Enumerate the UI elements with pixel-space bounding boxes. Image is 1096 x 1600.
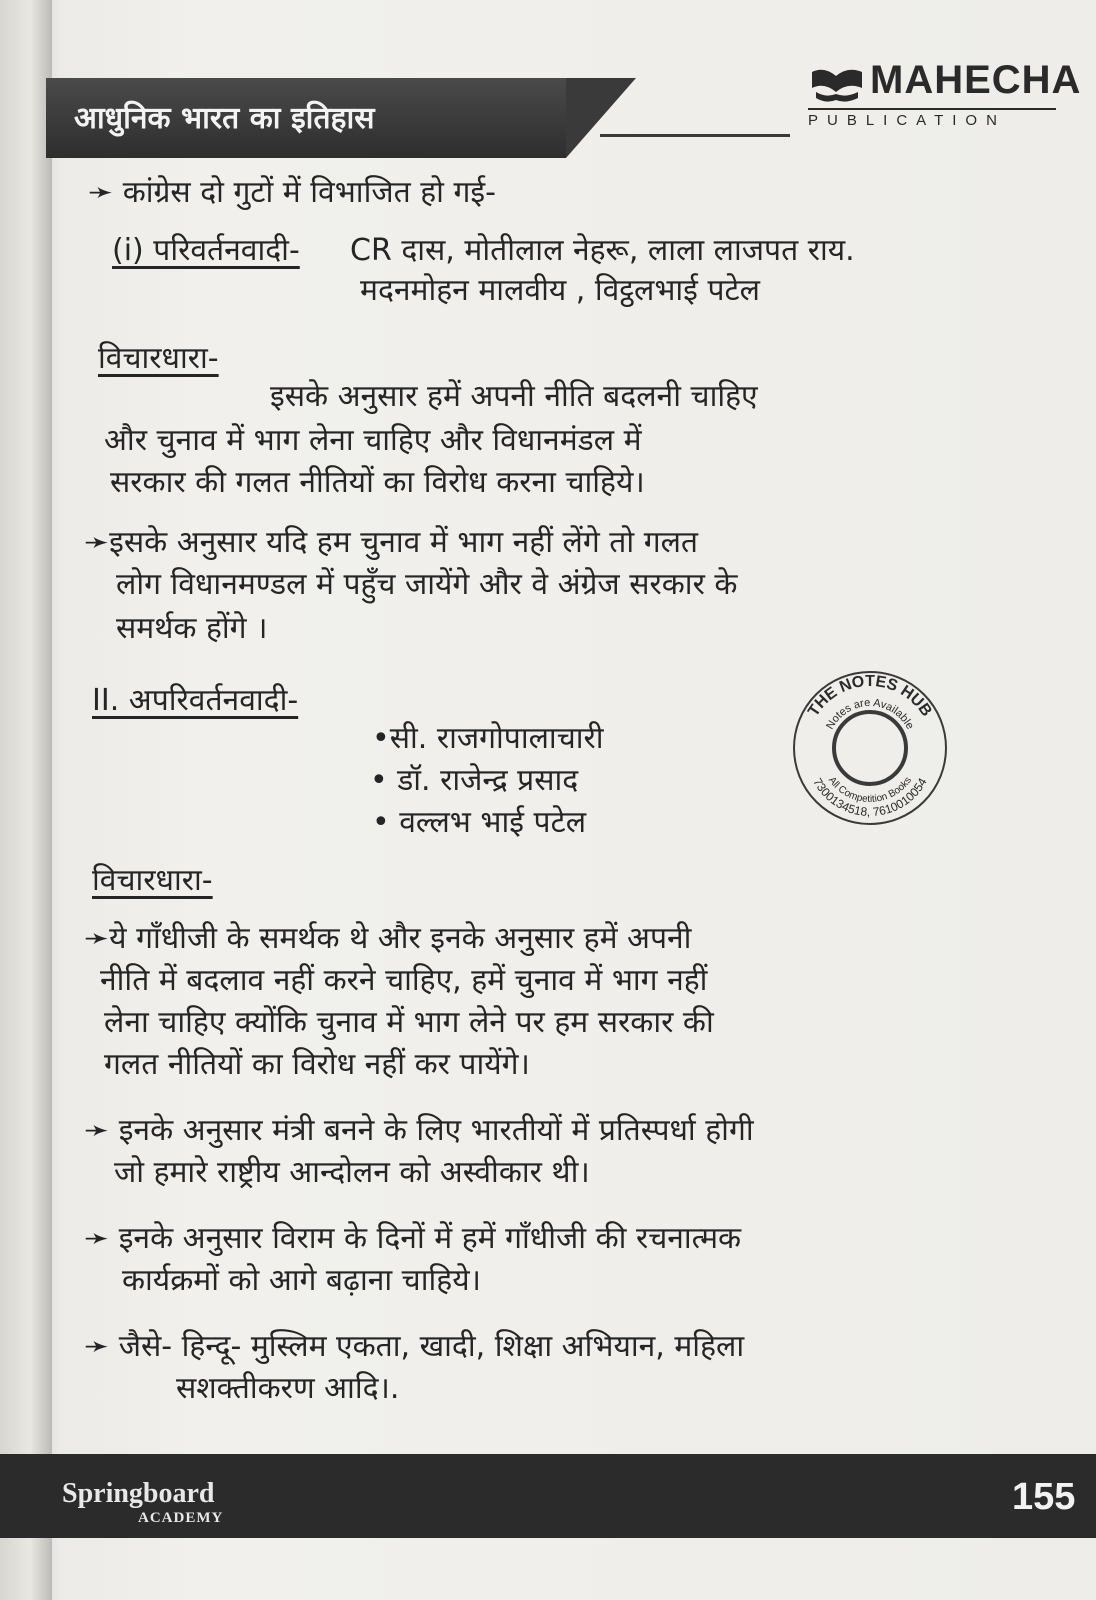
group2-label: II. अपरिवर्तनवादी- (92, 683, 299, 718)
group2-member: •सी. राजगोपालाचारी (372, 721, 604, 756)
publisher-sub: PUBLICATION (808, 112, 1006, 129)
point2-line: गलत नीतियों का विरोध नहीं कर पायेंगे। (104, 1047, 530, 1082)
point2-line: सशक्तीकरण आदि।. (176, 1371, 400, 1406)
point2-line: ➛ जैसे- हिन्दू- मुस्लिम एकता, खादी, शिक्षा अभियान, महिला (84, 1329, 745, 1364)
logo-rule (808, 108, 1056, 110)
ideology1-line: इसके अनुसार हमें अपनी नीति बदलनी चाहिए (270, 379, 758, 414)
point2-line: नीति में बदलाव नहीं करने चाहिए, हमें चुनाव में भाग नहीं (100, 963, 708, 998)
point1-line: ➛इसके अनुसार यदि हम चुनाव में भाग नहीं लेंगे तो गलत (84, 525, 699, 560)
ideology1-line: सरकार की गलत नीतियों का विरोध करना चाहिये। (110, 465, 645, 500)
notes-hub-stamp (790, 668, 950, 828)
point2-line: ➛ इनके अनुसार मंत्री बनने के लिए भारतीयों में प्रतिस्पर्धा होगी (84, 1113, 754, 1148)
page-number: 155 (1012, 1476, 1076, 1518)
stamp-inner-text: Notes are Available (824, 696, 916, 732)
group2-member: • वल्लभ भाई पटेल (372, 805, 587, 840)
point1-line: लोग विधानमण्डल में पहुँच जायेंगे और वे अंग्रेज सरकार के (116, 567, 738, 602)
point2-line: ➛ये गाँधीजी के समर्थक थे और इनके अनुसार हमें अपनी (84, 921, 692, 956)
footer-brand: Springboard (62, 1478, 215, 1509)
stamp-phone: 7300134518, 7610010054 (810, 775, 930, 820)
footer-brand-sub: ACADEMY (138, 1510, 224, 1526)
ideology1-heading: विचारधारा- (98, 341, 219, 376)
stamp-top-text: THE NOTES HUB (805, 673, 935, 720)
point1-line: समर्थक होंगे । (116, 611, 268, 646)
point2-line: लेना चाहिए क्योंकि चुनाव में भाग लेने पर हम सरकार की (104, 1005, 714, 1040)
group1-members-line2: मदनमोहन मालवीय , विट्ठलभाई पटेल (360, 273, 760, 308)
book-hands-icon (808, 58, 866, 108)
ideology1-line: और चुनाव में भाग लेना चाहिए और विधानमंडल में (104, 423, 642, 458)
point2-line: कार्यक्रमों को आगे बढ़ाना चाहिये। (122, 1263, 481, 1298)
stamp-bottom-text: All Competition Books (825, 774, 915, 806)
page-title: आधुनिक भारत का इतिहास (74, 101, 375, 136)
group1-members-line1: CR दास, मोतीलाल नेहरू, लाला लाजपत राय. (350, 233, 855, 268)
svg-text:Notes are Available (824, 697, 916, 732)
ideology2-heading: विचारधारा- (92, 863, 213, 898)
point2-line: ➛ इनके अनुसार विराम के दिनों में हमें गाँधीजी की रचनात्मक (84, 1221, 742, 1256)
publisher-name: MAHECHA (870, 58, 1082, 102)
point2-line: जो हमारे राष्ट्रीय आन्दोलन को अस्वीकार थी। (114, 1155, 590, 1190)
intro-line: ➛ कांग्रेस दो गुटों में विभाजित हो गई- (88, 175, 496, 210)
group1-label: (i) परिवर्तनवादी- (112, 233, 300, 268)
header-rule (600, 134, 790, 137)
previous-page-edge (0, 0, 52, 1600)
group2-member: • डॉ. राजेन्द्र प्रसाद (370, 763, 579, 798)
publisher-logo (808, 58, 1082, 138)
